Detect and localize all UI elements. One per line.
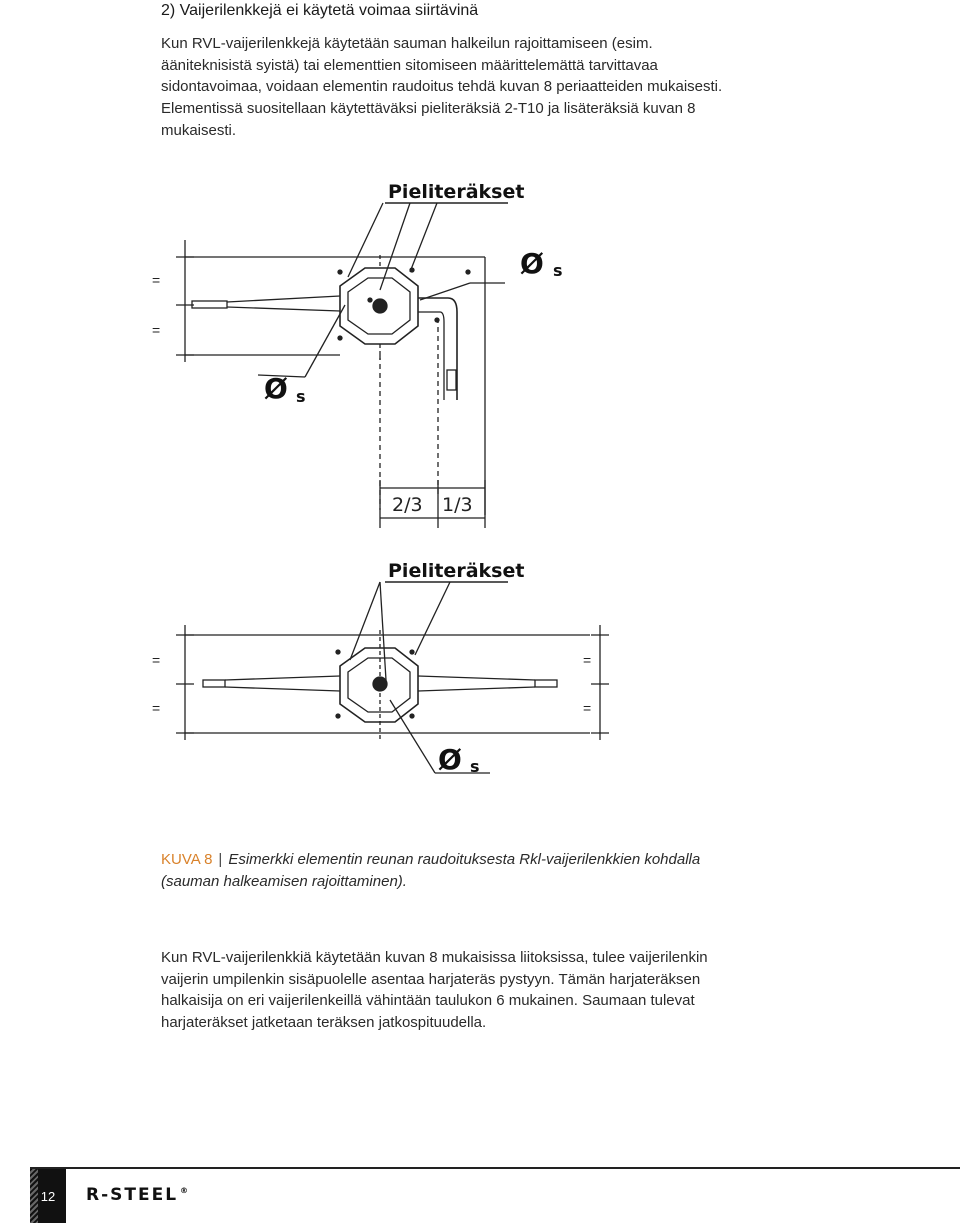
svg-text:=: = [152, 322, 161, 338]
body-paragraph: Kun RVL-vaijerilenkkiä käytetään kuvan 8 mukaisissa liitoksissa, tulee vaijerilenkin vaijerin umpilenkin sisäpuolelle asentaa harjateräs pystyyn. Tämän harjateräksen halkaisija on eri vaijerilenkeillä vähintään taulukon 6 mukainen. Saumaan tulevat harjateräkset jatketaan teräksen jatkospituudella. [161, 949, 708, 1032]
svg-text:=: = [152, 272, 161, 288]
upper-diameter-symbol: Ø [520, 247, 544, 280]
svg-text:=: = [152, 652, 161, 668]
left-diameter-symbol: Ø [264, 372, 288, 405]
section-heading: 2) Vaijerilenkkejä ei käytetä voimaa siirtävinä [161, 2, 479, 19]
page-hatch-decoration [30, 1169, 38, 1223]
rsteel-logo [86, 1185, 190, 1205]
footer-divider [30, 1167, 960, 1169]
caption-label: KUVA 8 [161, 851, 213, 868]
ratio-left-text: 2/3 [392, 494, 423, 516]
logo-text: R-STEEL [86, 1185, 179, 1205]
upper-diameter-sub: s [553, 261, 563, 280]
caption-text: Esimerkki elementin reunan raudoituksesta Rkl-vaijerilenkkien kohdalla (sauman halkeamisen rajoittaminen). [161, 851, 701, 890]
lower-diameter-sub: s [470, 757, 480, 776]
figure-caption [161, 849, 741, 892]
upper-drawing [152, 181, 524, 528]
caption-separator: | [218, 851, 223, 868]
svg-text:=: = [152, 700, 161, 716]
ratio-right-text: 1/3 [442, 494, 473, 516]
lower-drawing [152, 560, 609, 773]
logo-registered-mark: ® [180, 1186, 191, 1196]
intro-paragraph: Kun RVL-vaijerilenkkejä käytetään sauman halkeilun rajoittamiseen (esim. ääniteknisistä syistä) tai elementtien sitomiseen määrittelemättä tarvittavaa sidontavoimaa, voidaan elementin raudoitus tehdä kuvan 8 periaatteiden mukaisesti. Elementissä suositellaan käytettäväksi pieliteräksiä 2-T10 ja lisäteräksiä kuvan 8 mukaisesti. [161, 35, 723, 139]
lower-label-text: Pieliteräkset [388, 560, 525, 582]
upper-label-text: Pieliteräkset [388, 181, 525, 203]
lower-diameter-symbol: Ø [438, 743, 462, 776]
left-diameter-sub: s [296, 387, 306, 406]
page-number: 12 [40, 1188, 56, 1204]
svg-text:=: = [583, 700, 592, 716]
svg-text:=: = [583, 652, 592, 668]
